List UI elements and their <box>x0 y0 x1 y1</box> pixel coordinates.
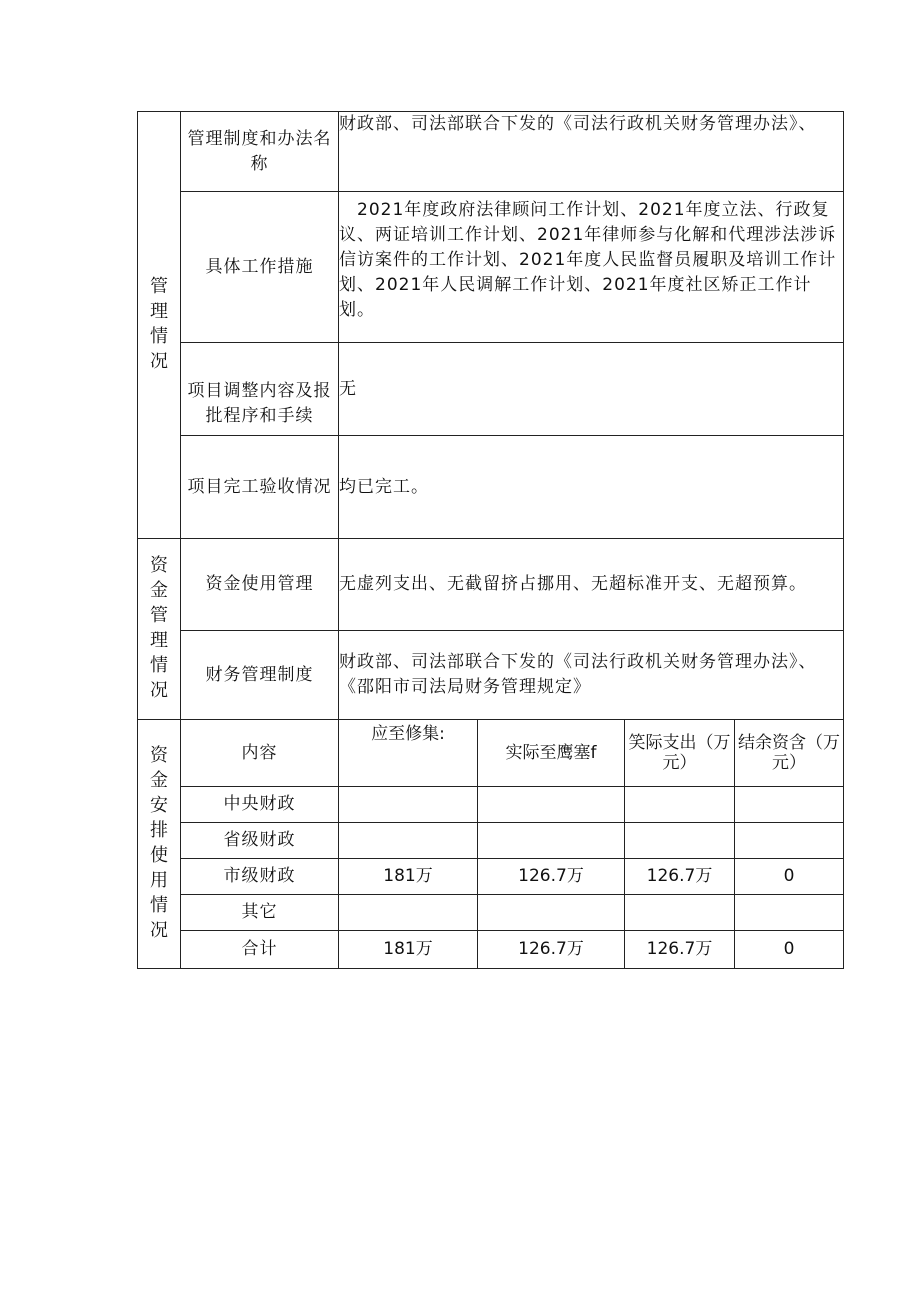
row-name: 中央财政 <box>181 787 339 823</box>
fund-management-section-label: 资金管理情况 <box>138 539 181 720</box>
table-row <box>138 823 844 859</box>
acceptance-label: 项目完工验收情况 <box>181 436 339 539</box>
header-actual-arrival: 实际至鹰塞f <box>478 720 625 787</box>
row-name: 市级财政 <box>181 859 339 895</box>
row-budget <box>339 895 478 931</box>
row-balance <box>735 895 844 931</box>
row-expense: 126.7万 <box>625 931 735 969</box>
row-expense <box>625 787 735 823</box>
project-evaluation-table <box>137 111 844 969</box>
table-row <box>138 859 844 895</box>
header-actual-expense: 笑际支出（万元） <box>625 720 735 787</box>
row-budget <box>339 823 478 859</box>
system-name-label: 管理制度和办法名称 <box>181 112 339 192</box>
work-measures-label: 具体工作措施 <box>181 192 339 343</box>
management-row-work-measures <box>138 192 844 343</box>
row-balance <box>735 787 844 823</box>
adjustment-label: 项目调整内容及报批程序和手续 <box>181 343 339 436</box>
row-balance: 0 <box>735 859 844 895</box>
header-content: 内容 <box>181 720 339 787</box>
adjustment-value: 无 <box>339 343 844 436</box>
row-arrival <box>478 787 625 823</box>
row-name: 省级财政 <box>181 823 339 859</box>
fund-row-usage <box>138 539 844 631</box>
table-row-total <box>138 931 844 969</box>
finance-system-value: 财政部、司法部联合下发的《司法行政机关财务管理办法》、《邵阳市司法局财务管理规定》 <box>339 631 844 720</box>
management-row-system-name <box>138 112 844 192</box>
management-section-label: 管理情况 <box>138 112 181 539</box>
fund-row-finance-system <box>138 631 844 720</box>
table-row <box>138 787 844 823</box>
fund-usage-label: 资金使用管理 <box>181 539 339 631</box>
fund-arrangement-section-label: 资金安排使用情况 <box>138 720 181 969</box>
management-row-adjustment <box>138 343 844 436</box>
row-expense: 126.7万 <box>625 859 735 895</box>
row-budget: 181万 <box>339 859 478 895</box>
row-balance: 0 <box>735 931 844 969</box>
table-row <box>138 895 844 931</box>
row-name: 合计 <box>181 931 339 969</box>
row-arrival: 126.7万 <box>478 931 625 969</box>
row-expense <box>625 895 735 931</box>
fund-usage-value: 无虚列支出、无截留挤占挪用、无超标准开支、无超预算。 <box>339 539 844 631</box>
row-balance <box>735 823 844 859</box>
work-measures-value: 2021年度政府法律顾问工作计划、2021年度立法、行政复议、两证培训工作计划、2021年律师参与化解和代理涉法涉诉信访案件的工作计划、2021年度人民监督员履职及培训工作计划、2021年人民调解工作计划、2021年度社区矫正工作计划。 <box>339 192 844 343</box>
management-row-acceptance <box>138 436 844 539</box>
header-budget: 应至修集: <box>339 720 478 787</box>
row-expense <box>625 823 735 859</box>
acceptance-value: 均已完工。 <box>339 436 844 539</box>
row-arrival <box>478 895 625 931</box>
header-balance: 结余资含（万元） <box>735 720 844 787</box>
row-arrival: 126.7万 <box>478 859 625 895</box>
row-budget <box>339 787 478 823</box>
row-budget: 181万 <box>339 931 478 969</box>
system-name-value: 财政部、司法部联合下发的《司法行政机关财务管理办法》、 <box>339 112 844 192</box>
row-arrival <box>478 823 625 859</box>
row-name: 其它 <box>181 895 339 931</box>
finance-system-label: 财务管理制度 <box>181 631 339 720</box>
arrangement-header-row <box>138 720 844 787</box>
